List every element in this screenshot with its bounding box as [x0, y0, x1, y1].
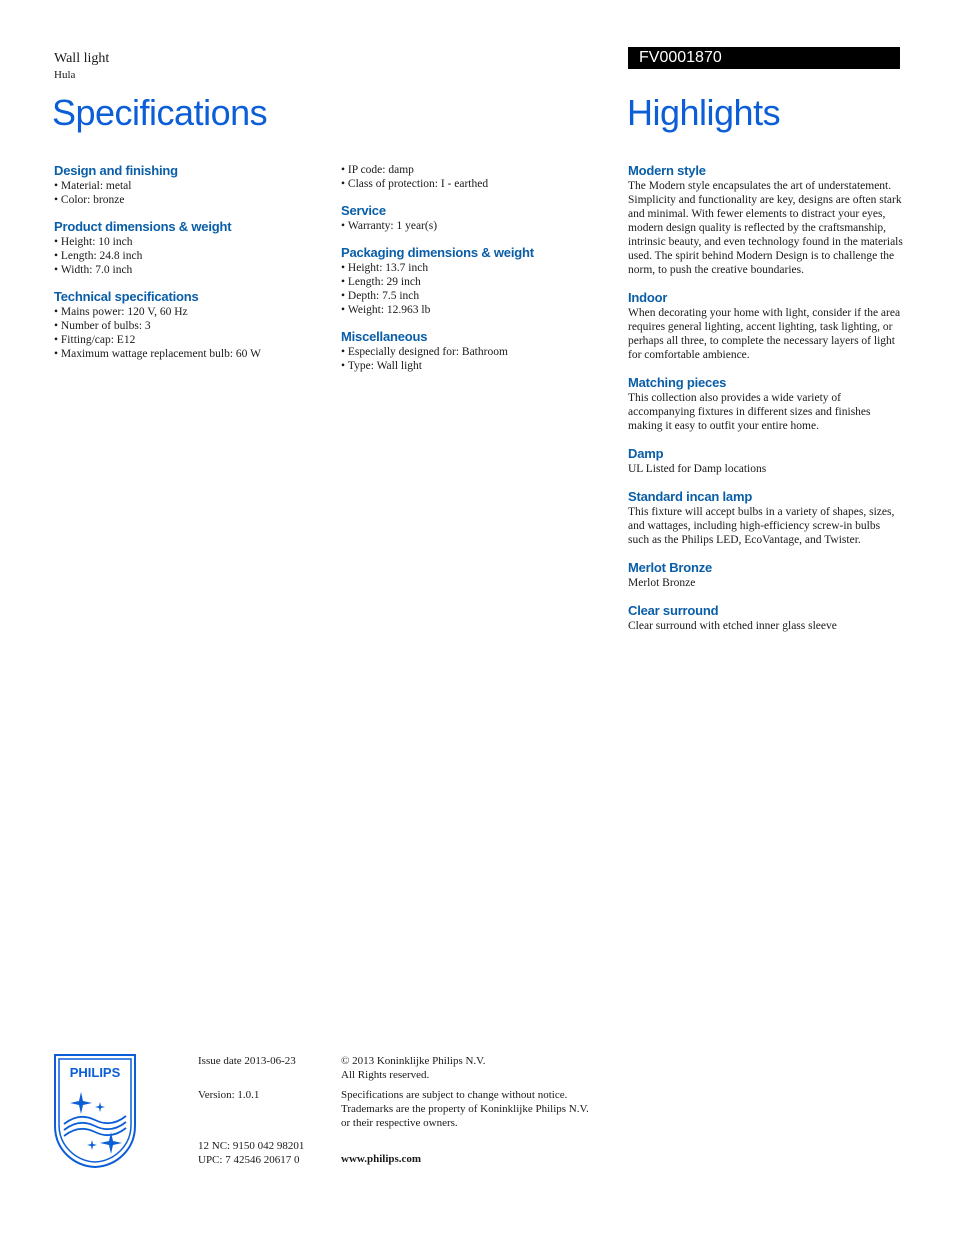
highlight-text: Merlot Bronze	[628, 577, 696, 589]
spec-heading: Technical specifications	[54, 289, 199, 304]
spec-heading: Product dimensions & weight	[54, 219, 232, 234]
spec-item: • Type: Wall light	[341, 359, 601, 373]
spec-section-technical	[54, 289, 314, 361]
highlight-text: UL Listed for Damp locations	[628, 463, 767, 475]
spec-section-packaging	[341, 245, 601, 317]
logo-wordmark: PHILIPS	[69, 1065, 121, 1080]
spec-section-design	[54, 163, 314, 207]
philips-shield-logo	[54, 1054, 136, 1168]
specs-column-2	[341, 163, 601, 385]
spec-item: • Length: 24.8 inch	[54, 249, 314, 263]
spec-item: • Class of protection: I - earthed	[341, 177, 601, 191]
highlight-text: This collection also provides a wide variety of accompanying fixtures in different sizes and finishes making it easy to outfit your entire home.	[628, 392, 871, 432]
spec-item: • Height: 13.7 inch	[341, 261, 601, 275]
product-codes	[198, 1139, 304, 1167]
rights-line: All Rights reserved.	[341, 1069, 430, 1081]
upc-code: UPC: 7 42546 20617 0	[198, 1154, 300, 1166]
issue-date: Issue date 2013-06-23	[198, 1055, 296, 1067]
highlight-text: This fixture will accept bulbs in a variety of shapes, sizes, and wattages, including high-efficiency screw-in bulbs such as the Philips LED, EcoVantage, and Twister.	[628, 506, 895, 546]
spec-item: • Length: 29 inch	[341, 275, 601, 289]
spec-heading: Miscellaneous	[341, 329, 428, 344]
spec-section-product-dimensions	[54, 219, 314, 277]
highlight-heading: Merlot Bronze	[628, 560, 713, 575]
specifications-title: Specifications	[52, 92, 268, 133]
specs-column-1	[54, 163, 314, 373]
highlight-incan-lamp	[628, 489, 903, 547]
spec-item: • Maximum wattage replacement bulb: 60 W	[54, 347, 314, 361]
spec-heading: Packaging dimensions & weight	[341, 245, 534, 260]
spec-section-misc	[341, 329, 601, 373]
highlight-heading: Clear surround	[628, 603, 719, 618]
highlight-heading: Indoor	[628, 290, 668, 305]
disclaimer-line: Trademarks are the property of Koninklijke Philips N.V.	[341, 1103, 589, 1115]
product-name: Wall light	[54, 51, 110, 66]
highlight-heading: Standard incan lamp	[628, 489, 753, 504]
spec-heading: Design and finishing	[54, 163, 178, 178]
product-code-bar: FV0001870	[628, 47, 900, 69]
website-link[interactable]: www.philips.com	[341, 1153, 422, 1165]
highlight-text: The Modern style encapsulates the art of understatement. Simplicity and functionality are key, designs are often stark and minimal. With fewer elements to distract your eyes, modern design quality is reflected by the craftsmanship, intrinsic beauty, and even technology found in the materials used. The spirit behind Modern Design is to challenge the norm, to push the creative boundaries.	[628, 180, 903, 276]
highlights-column	[628, 163, 903, 646]
highlight-damp	[628, 446, 903, 476]
highlight-heading: Damp	[628, 446, 664, 461]
disclaimer-line: Specifications are subject to change without notice.	[341, 1089, 568, 1101]
highlight-heading: Matching pieces	[628, 375, 727, 390]
spec-item: • Weight: 12.963 lb	[341, 303, 601, 317]
highlight-matching-pieces	[628, 375, 903, 433]
spec-item: • Especially designed for: Bathroom	[341, 345, 601, 359]
highlight-text: Clear surround with etched inner glass sleeve	[628, 620, 837, 632]
copyright-line: © 2013 Koninklijke Philips N.V.	[341, 1055, 486, 1067]
spec-item: • Number of bulbs: 3	[54, 319, 314, 333]
nc-code: 12 NC: 9150 042 98201	[198, 1140, 305, 1152]
spec-item: • Depth: 7.5 inch	[341, 289, 601, 303]
highlight-text: When decorating your home with light, consider if the area requires general lighting, accent lighting, task lighting, or perhaps all three, to complete the necessary layers of light for comfortable ambience.	[628, 307, 901, 361]
spec-item: • Height: 10 inch	[54, 235, 314, 249]
spec-section-service	[341, 203, 601, 233]
spec-item: • Mains power: 120 V, 60 Hz	[54, 305, 314, 319]
spec-item: • Width: 7.0 inch	[54, 263, 314, 277]
spec-item: • Color: bronze	[54, 193, 314, 207]
spec-section-continued	[341, 163, 601, 191]
highlight-merlot-bronze	[628, 560, 903, 590]
highlight-indoor	[628, 290, 903, 362]
disclaimer	[341, 1088, 611, 1130]
spec-item: • Material: metal	[54, 179, 314, 193]
highlight-modern-style	[628, 163, 903, 277]
spec-item: • IP code: damp	[341, 163, 601, 177]
version: Version: 1.0.1	[198, 1089, 260, 1101]
spec-heading: Service	[341, 203, 386, 218]
spec-item: • Fitting/cap: E12	[54, 333, 314, 347]
highlights-title: Highlights	[627, 92, 781, 133]
spec-item: • Warranty: 1 year(s)	[341, 219, 601, 233]
disclaimer-line: or their respective owners.	[341, 1117, 458, 1129]
copyright	[341, 1054, 485, 1082]
highlight-clear-surround	[628, 603, 903, 633]
product-subname: Hula	[54, 69, 76, 81]
highlight-heading: Modern style	[628, 163, 706, 178]
